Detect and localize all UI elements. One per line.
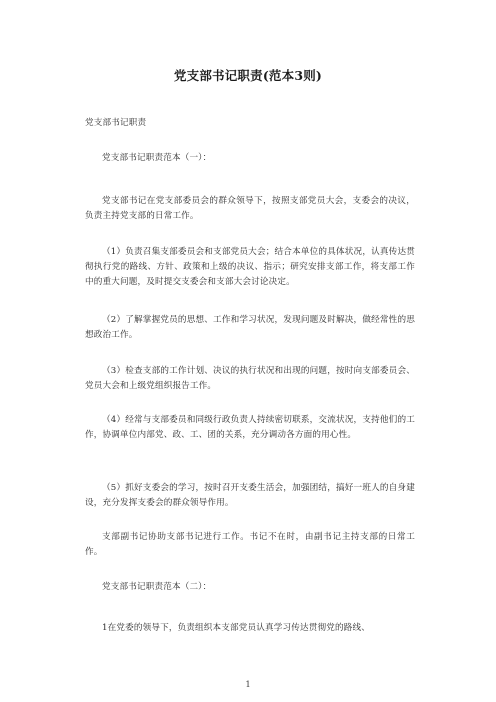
document-title: 党支部书记职责(范本3则) xyxy=(173,68,323,83)
section-heading: 党支部书记职责 xyxy=(85,118,147,128)
subsection-heading-one: 党支部书记职责范本（一）： xyxy=(102,153,212,163)
paragraph-item-2: （2）了解掌握党员的思想、工作和学习状况，发现问题及时解决，做经常性的思想政治工作。 xyxy=(85,315,415,340)
paragraph-item-4: （4）经常与支部委员和同级行政负责人持续密切联系，交流状况，支持他们的工作，协调单位内部党、政、工、团的关系，充分调动各方面的用心性。 xyxy=(85,415,415,440)
page-number: 1 xyxy=(245,680,251,689)
paragraph-deputy: 支部副书记协助支部书记进行工作。书记不在时，由副书记主持支部的日常工作。 xyxy=(85,532,415,557)
paragraph-item-5: （5）抓好支委会的学习，按时召开支委生活会，加强团结，搞好一班人的自身建设，充分发挥支委会的群众领导作用。 xyxy=(85,483,415,508)
subsection-heading-two: 党支部书记职责范本（二）： xyxy=(102,582,212,592)
paragraph-item-1: （1）负责召集支部委员会和支部党员大会；结合本单位的具体状况，认真传达贯彻执行党的路线、方针、政策和上级的决议、指示；研究安排支部工作，将支部工作中的重大问题，及时提交支委会和支部大会讨论决定。 xyxy=(85,247,415,287)
paragraph-truncated: 1在党委的领导下，负责组织本支部党员认真学习传达贯彻党的路线、 xyxy=(102,623,370,633)
paragraph-intro: 党支部书记在党支部委员会的群众领导下，按照支部党员大会，支委会的决议，负责主持党支部的日常工作。 xyxy=(85,196,415,221)
paragraph-item-3: （3）检查支部的工作计划、决议的执行状况和出现的问题，按时向支部委员会、党员大会和上级党组织报告工作。 xyxy=(85,366,415,391)
